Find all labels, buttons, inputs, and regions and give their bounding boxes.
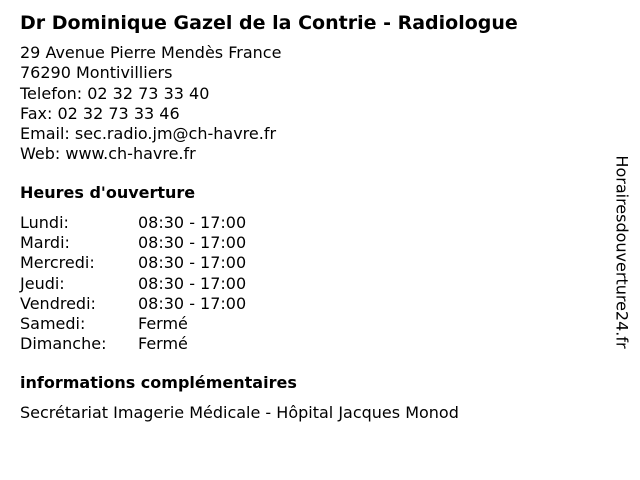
city-address: 76290 Montivilliers [20,63,173,83]
additional-info-heading: informations complémentaires [20,373,297,392]
additional-info-text: Secrétariat Imagerie Médicale - Hôpital Jacques Monod [20,403,459,422]
day-label: Mercredi: [20,253,95,273]
day-label: Lundi: [20,213,69,232]
email-address: Email: sec.radio.jm@ch-havre.fr [20,124,277,144]
opening-hours-heading: Heures d'ouverture [20,183,196,202]
site-watermark-label: Horairesdouverture24.fr [613,155,633,349]
time-value: 08:30 - 17:00 [138,253,247,273]
time-value: 08:30 - 17:00 [138,293,247,313]
day-label: Dimanche: [20,334,107,354]
page-title: Dr Dominique Gazel de la Contrie - Radiologue [20,12,518,34]
site-watermark[interactable] [612,134,632,370]
phone-number: Telefon: 02 32 73 33 40 [20,83,210,103]
time-value: 08:30 - 17:00 [138,233,247,253]
fax-number: Fax: 02 32 73 33 46 [20,103,180,123]
contact-block [20,43,281,165]
time-value: 08:30 - 17:00 [138,273,247,293]
website: Web: www.ch-havre.fr [20,144,196,164]
day-label: Samedi: [20,313,86,333]
time-value: Fermé [138,334,188,354]
day-label: Vendredi: [20,293,96,313]
street-address: 29 Avenue Pierre Mendès France [20,43,282,62]
time-value: Fermé [138,313,188,333]
day-label: Mardi: [20,233,70,253]
time-value: 08:30 - 17:00 [138,213,247,232]
day-label: Jeudi: [20,273,65,293]
